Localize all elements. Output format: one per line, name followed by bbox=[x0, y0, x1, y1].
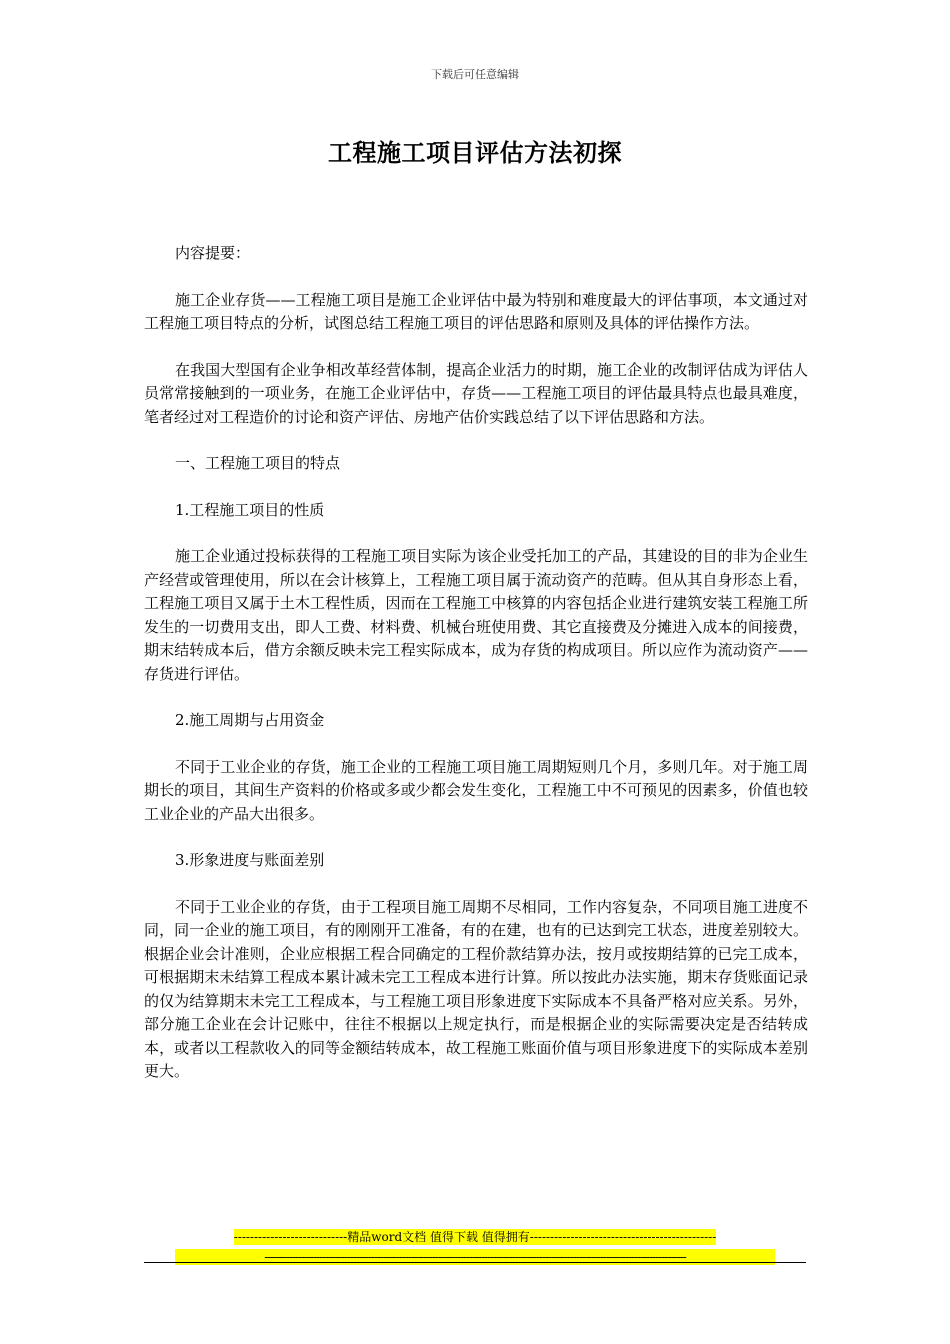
section-heading: 一、工程施工项目的特点 bbox=[175, 454, 341, 472]
paragraph: 施工企业通过投标获得的工程施工项目实际为该企业受托加工的产品，其建设的目的非为企业生产经营或管理使用，所以在会计核算上，工程施工项目属于流动资产的范畴。但从其自身形态上看，工程施工项目又属于土木工程性质，因而在工程施工中核算的内容包括企业进行建筑安装工程施工所发生的一切费用支出，即人工费、材料费、机械台班使用费、其它直接费及分摊进入成本的间接费，期末结转成本后，借方余额反映未完工程实际成本，成为存货的构成项目。所以应作为流动资产——存货进行评估。 bbox=[144, 547, 808, 683]
subsection-heading: 3.形象进度与账面差别 bbox=[175, 851, 325, 869]
header-note: 下载后可任意编辑 bbox=[431, 68, 519, 81]
paragraph-abstract-label: 内容提要： bbox=[175, 244, 251, 262]
footer-banner-line2: ------------------------------------------------------------------------------------------------------------------------------------------ bbox=[175, 1249, 775, 1265]
paragraph-intro: 在我国大型国有企业争相改革经营体制，提高企业活力的时期，施工企业的改制评估成为评估人员常常接触到的一项业务，在施工企业评估中，存货——工程施工项目的评估最具特点也最具难度，笔者经过对工程造价的讨论和资产评估、房地产估价实践总结了以下评估思路和方法。 bbox=[144, 360, 808, 426]
footer-divider bbox=[144, 1262, 806, 1263]
footer-banner-line1: ----------------------------精品word文档 值得下载 值得拥有---------------------------------------------- bbox=[233, 1230, 717, 1244]
subsection-heading: 1.工程施工项目的性质 bbox=[175, 500, 325, 519]
document-body bbox=[144, 242, 808, 1107]
paragraph-abstract: 施工企业存货——工程施工项目是施工企业评估中最为特别和难度最大的评估事项，本文通过对工程施工项目特点的分析，试图总结工程施工项目的评估思路和原则及具体的评估操作方法。 bbox=[144, 290, 808, 332]
footer-banner bbox=[0, 1229, 950, 1269]
subsection-heading: 2.施工周期与占用资金 bbox=[175, 711, 325, 729]
paragraph: 不同于工业企业的存货，施工企业的工程施工项目施工周期短则几个月，多则几年。对于施工周期长的项目，其间生产资料的价格或多或少都会发生变化，工程施工中不可预见的因素多，价值也较工业企业的产品大出很多。 bbox=[144, 757, 808, 823]
paragraph: 不同于工业企业的存货，由于工程项目施工周期不尽相同，工作内容复杂，不同项目施工进度不同，同一企业的施工项目，有的刚刚开工准备，有的在建，也有的已达到完工状态，进度差别较大。根据企业会计准则，企业应根据工程合同确定的工程价款结算办法，按月或按期结算的已完工成本，可根据期末未结算工程成本累计减未完工工程成本进行计算。所以按此办法实施，期末存货账面记录的仅为结算期末未完工工程成本，与工程施工项目形象进度下实际成本不具备严格对应关系。另外，部分施工企业在会计记账中，往往不根据以上规定执行，而是根据企业的实际需要决定是否结转成本，或者以工程款收入的同等金额结转成本，故工程施工账面价值与项目形象进度下的实际成本差别更大。 bbox=[144, 897, 808, 1080]
document-title: 工程施工项目评估方法初探 bbox=[328, 138, 622, 167]
